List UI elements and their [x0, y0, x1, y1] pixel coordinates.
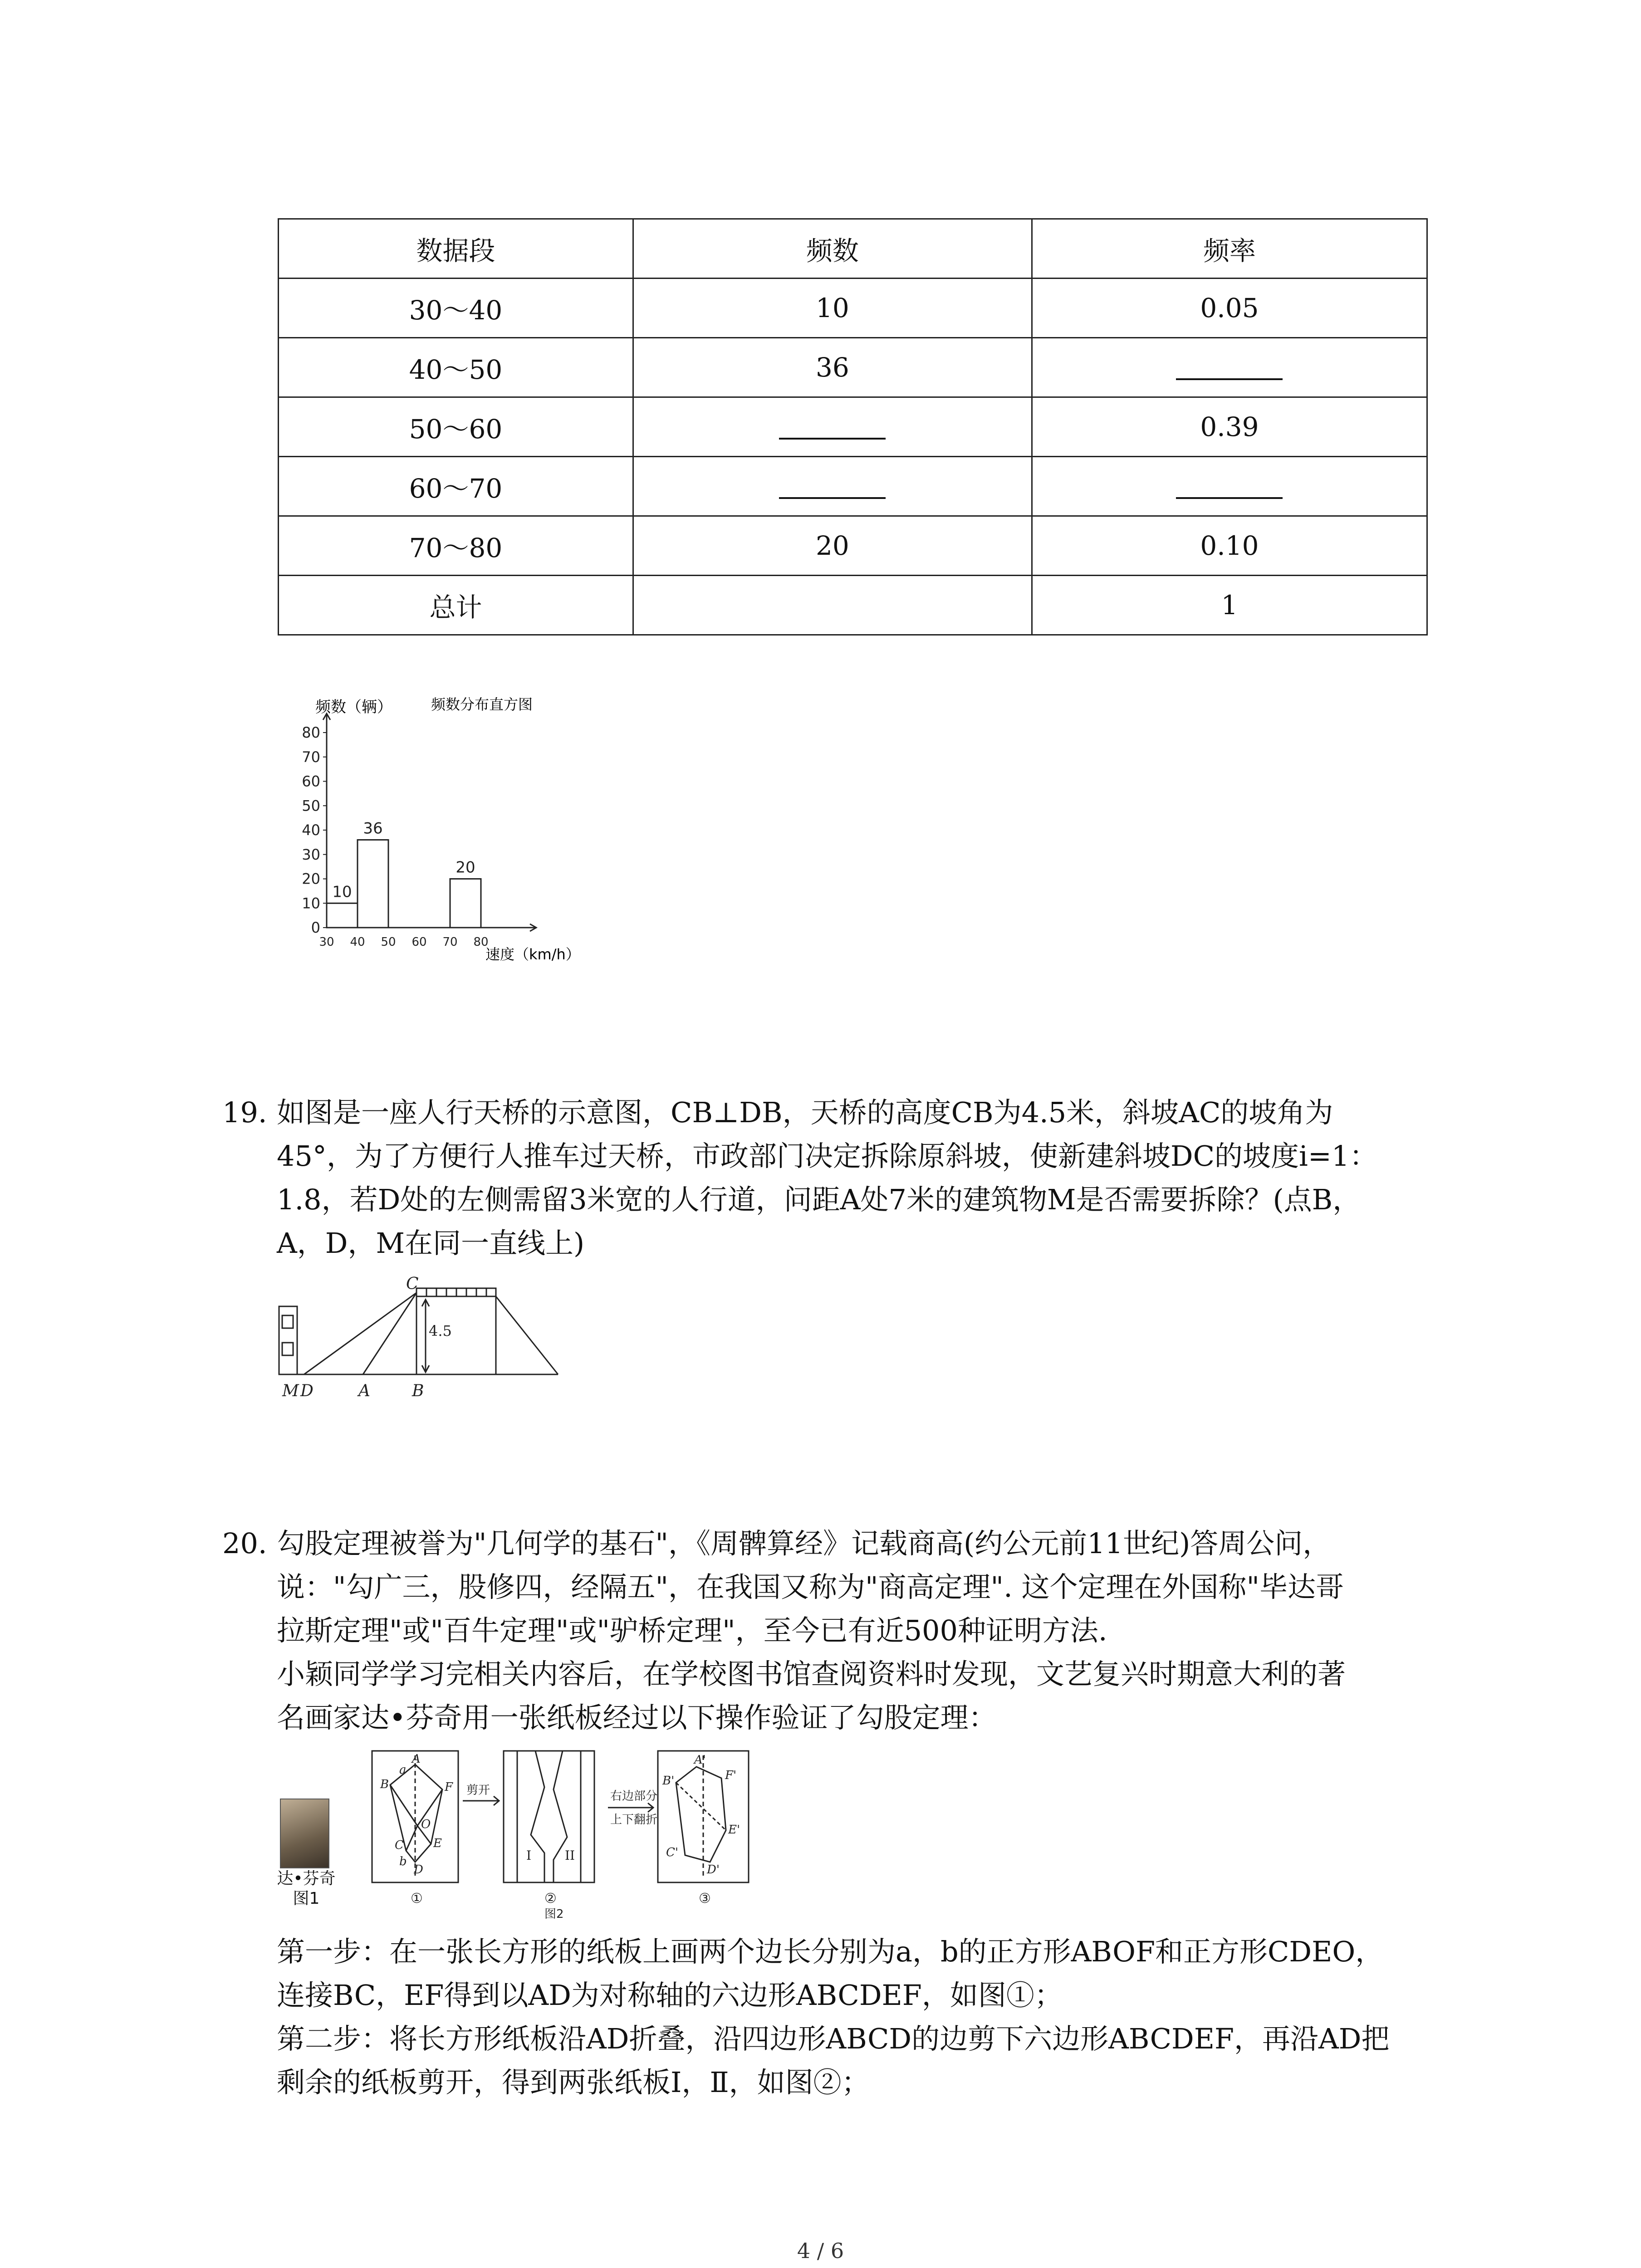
- x-tick-label: 30: [319, 935, 334, 949]
- fig1-label-e: E: [433, 1837, 442, 1850]
- table-header: 频数: [633, 219, 1032, 279]
- table-cell: 20: [633, 516, 1032, 576]
- fig3-label-a: A': [694, 1753, 706, 1767]
- fig1-label-b: B: [380, 1778, 389, 1791]
- x-tick-label: 50: [381, 935, 396, 949]
- da-vinci-portrait: [280, 1799, 329, 1868]
- step-text-line: 第一步：在一张长方形的纸板上画两个边长分别为a，b的正方形ABOF和正方形CDEO，: [277, 1935, 1384, 1968]
- frequency-histogram: [259, 680, 622, 971]
- question-text-line: 45°，为了方便行人推车过天桥，市政部门决定拆除原斜坡，使新建斜坡DC的坡度i=1：: [277, 1139, 1378, 1173]
- label-b: B: [412, 1382, 424, 1400]
- question-number: 20.: [222, 1527, 267, 1560]
- subfig-1-label: ①: [411, 1891, 423, 1906]
- y-axis-label: 频数（辆）: [315, 698, 392, 716]
- table-cell: 0.39: [1032, 397, 1427, 457]
- histogram-bar: [450, 879, 481, 928]
- y-tick-label: 30: [302, 846, 320, 863]
- fig1-label-c: C: [395, 1838, 404, 1852]
- table-cell: 30～40: [279, 279, 633, 338]
- question-text-line: 1.8，若D处的左侧需留3米宽的人行道，问距A处7米的建筑物M是否需要拆除？(点B，: [277, 1183, 1361, 1216]
- question-text-line: 如图是一座人行天桥的示意图，CB⊥DB，天桥的高度CB为4.5米，斜坡AC的坡角为: [277, 1096, 1333, 1129]
- fig3-label-c: C': [666, 1846, 679, 1859]
- arrow-label-cut: 剪开: [466, 1784, 490, 1797]
- table-cell: 60～70: [279, 457, 633, 516]
- table-cell: [633, 397, 1032, 457]
- overpass-diagram: [272, 1275, 572, 1406]
- table-header: 数据段: [279, 219, 633, 279]
- x-axis-label: 速度（km/h）: [485, 946, 580, 963]
- label-d: D: [300, 1382, 314, 1400]
- table-cell: 总计: [279, 576, 633, 635]
- x-tick-label: 40: [350, 935, 365, 949]
- table-row: [279, 457, 1427, 516]
- table-header-row: [279, 219, 1427, 279]
- bar-data-label: 20: [456, 858, 475, 877]
- answer-blank: [1176, 478, 1283, 499]
- table-row: [279, 338, 1427, 397]
- x-tick-label: 80: [473, 935, 489, 949]
- figure-1-caption: [272, 1869, 340, 1909]
- subfig-3-label: ③: [699, 1891, 711, 1906]
- y-tick-label: 0: [311, 919, 320, 936]
- fig1-label-d: D: [414, 1863, 423, 1877]
- x-tick-label: 60: [411, 935, 427, 949]
- arrow-label-flip: 上下翻折: [610, 1813, 658, 1827]
- fig1-label-a-len: a: [399, 1763, 407, 1777]
- question-19: [222, 1091, 1429, 1265]
- label-m: M: [282, 1382, 299, 1400]
- table-row: [279, 279, 1427, 338]
- label-a: A: [358, 1382, 370, 1400]
- question-text-line: 小颖同学学习完相关内容后，在学校图书馆查阅资料时发现，文艺复兴时期意大利的著: [277, 1657, 1346, 1691]
- table-cell: [1032, 338, 1427, 397]
- fig3-label-b: B': [662, 1774, 675, 1788]
- label-height: 4.5: [429, 1322, 452, 1339]
- histogram-bar: [358, 840, 388, 928]
- slope-dc: [304, 1293, 416, 1374]
- portrait-name: 达•芬奇: [277, 1869, 336, 1888]
- question-text-line: 拉斯定理"或"百牛定理"或"驴桥定理"，至今已有近500种证明方法.: [277, 1614, 1107, 1647]
- y-tick-label: 10: [302, 894, 320, 912]
- answer-blank: [1176, 359, 1283, 380]
- question-text-line: 勾股定理被誉为"几何学的基石"，《周髀算经》记载商高(约公元前11世纪)答周公问，: [277, 1527, 1331, 1560]
- step-text-line: 剩余的纸板剪开，得到两张纸板Ⅰ，Ⅱ，如图②；: [277, 2066, 870, 2099]
- subfig-2-label: ②: [544, 1891, 557, 1906]
- table-cell: 0.05: [1032, 279, 1427, 338]
- arrow-label-right-part: 右边部分: [610, 1789, 658, 1803]
- question-text-line: 说："勾广三，股修四，经隔五"，在我国又称为"商高定理". 这个定理在外国称"毕达哥: [277, 1570, 1344, 1603]
- table-cell: 10: [633, 279, 1032, 338]
- fig1-label-o: O: [421, 1818, 431, 1831]
- label-c: C: [406, 1275, 419, 1293]
- table-cell: 70～80: [279, 516, 633, 576]
- fig1-label-b-len: b: [399, 1855, 407, 1868]
- table-cell: 0.10: [1032, 516, 1427, 576]
- y-tick-label: 50: [302, 797, 320, 815]
- frequency-table: [278, 218, 1428, 635]
- slope-ac: [363, 1293, 416, 1374]
- page-number: 4 / 6: [797, 2239, 844, 2263]
- fig1-label-a: A: [412, 1752, 421, 1766]
- x-tick-label: 70: [442, 935, 458, 949]
- answer-blank: [779, 419, 886, 440]
- table-cell: 50～60: [279, 397, 633, 457]
- table-row: [279, 516, 1427, 576]
- building-window: [282, 1315, 293, 1328]
- question-20: [222, 1522, 1429, 1740]
- y-tick-label: 40: [302, 821, 320, 839]
- piece-ii-label: II: [565, 1848, 575, 1863]
- fig3-label-d: D': [707, 1863, 720, 1877]
- histogram-bar: [327, 903, 358, 928]
- fig3-label-f: F': [725, 1769, 737, 1782]
- y-tick-label: 20: [302, 870, 320, 888]
- table-cell: [633, 576, 1032, 635]
- table-cell: [633, 457, 1032, 516]
- table-row: [279, 576, 1427, 635]
- figure-1-label: 图1: [293, 1889, 320, 1908]
- slope-right: [496, 1296, 558, 1374]
- fig3-label-e: E': [728, 1823, 740, 1837]
- question-number: 19.: [222, 1096, 267, 1129]
- folding-diagram: [363, 1746, 817, 1919]
- answer-blank: [779, 478, 886, 499]
- building-window: [282, 1343, 293, 1355]
- step-text-line: 连接BC，EF得到以AD为对称轴的六边形ABCDEF，如图①；: [277, 1979, 1063, 2012]
- question-text-line: 名画家达•芬奇用一张纸板经过以下操作验证了勾股定理：: [277, 1701, 997, 1734]
- table-cell: [1032, 457, 1427, 516]
- bar-data-label: 36: [363, 819, 383, 838]
- table-cell: 1: [1032, 576, 1427, 635]
- chart-title: 频数分布直方图: [431, 696, 533, 713]
- fig1-label-f: F: [445, 1780, 453, 1794]
- step-text-line: 第二步：将长方形纸板沿AD折叠，沿四边形ABCD的边剪下六边形ABCDEF，再沿AD把: [277, 2022, 1390, 2055]
- table-row: [279, 397, 1427, 457]
- y-tick-label: 60: [302, 772, 320, 790]
- question-20-steps: [222, 1930, 1429, 2104]
- bar-data-label: 10: [332, 883, 352, 901]
- table-header: 频率: [1032, 219, 1427, 279]
- table-cell: 40～50: [279, 338, 633, 397]
- y-tick-label: 80: [302, 724, 320, 741]
- question-text-line: A，D，M在同一直线上): [277, 1227, 585, 1260]
- piece-i-label: I: [526, 1848, 532, 1863]
- rearranged-hexagon: [676, 1767, 726, 1862]
- y-tick-label: 70: [302, 748, 320, 766]
- table-cell: 36: [633, 338, 1032, 397]
- figure-2-caption: 图2: [544, 1907, 564, 1919]
